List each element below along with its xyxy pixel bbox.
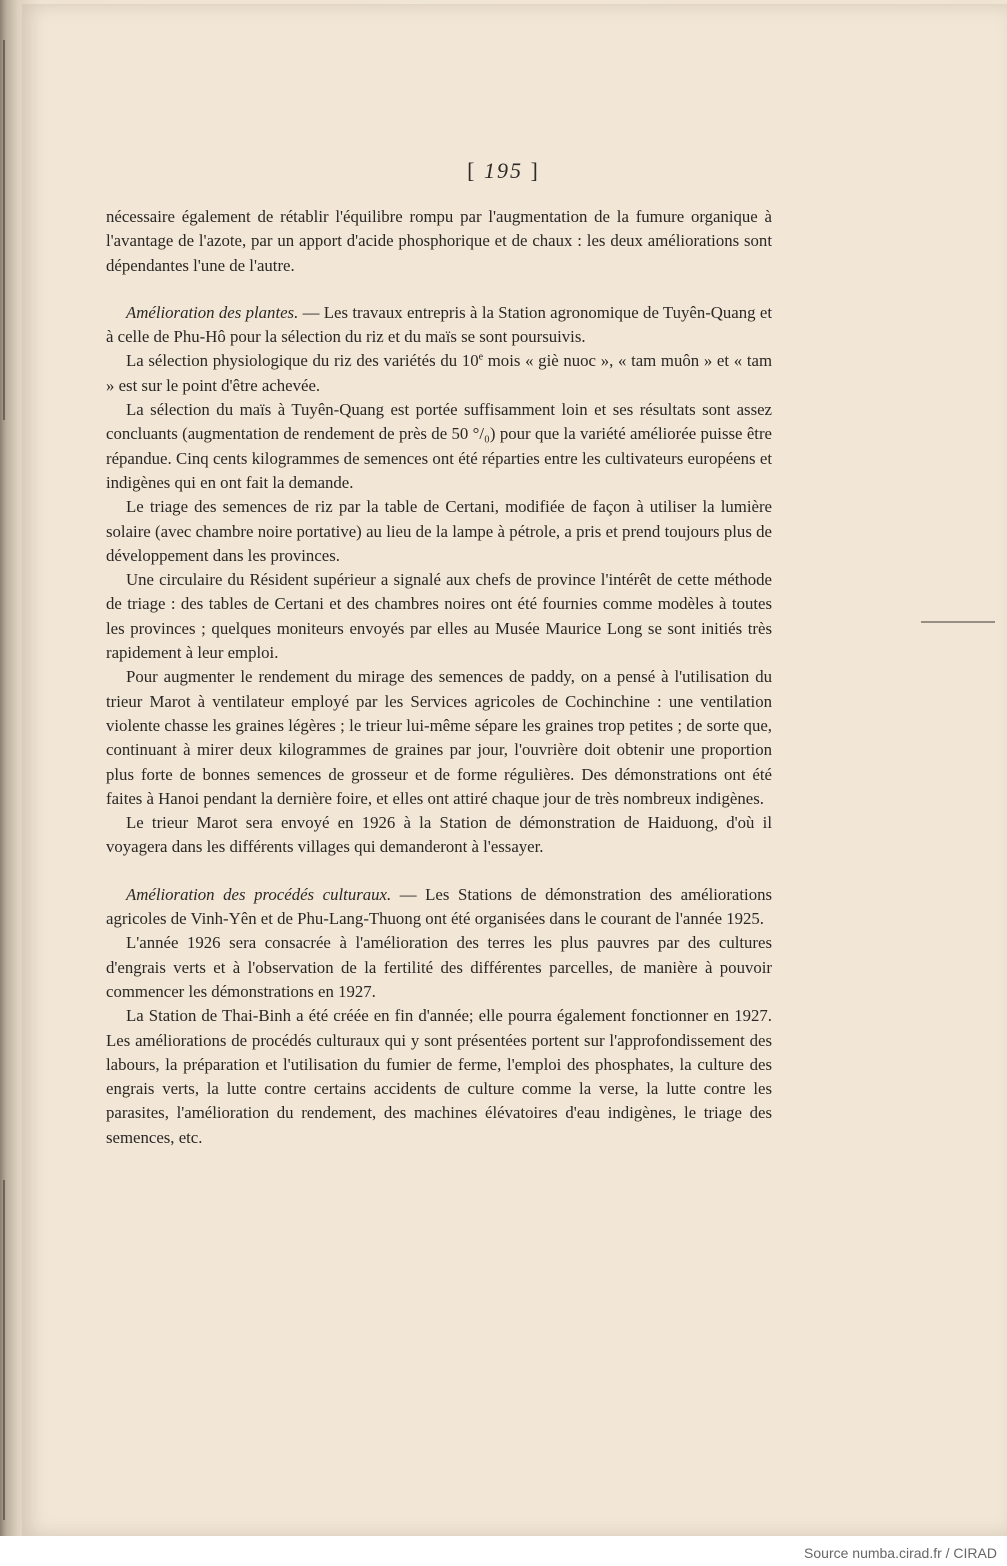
- section-gap: [106, 278, 772, 301]
- paragraph-text: La sélection physiologique du riz des variétés du 10: [126, 351, 479, 371]
- paragraph: [106, 883, 772, 932]
- paragraph: Le trieur Marot sera envoyé en 1926 à la Station de démonstration de Haiduong, d'où il voyagera dans les différents villages qui demanderont à l'essayer.: [106, 813, 772, 857]
- section-title: Amélioration des plantes.: [126, 302, 299, 322]
- paragraph: La Station de Thai-Binh a été créée en fin d'année; elle pourra également fonctionner en 1927. Les améliorations de procédés culturaux qui y sont présentées portent sur l'approfondissement des labours, la préparation et l'utilisation du fumier de ferme, l'emploi des phosphates, la culture des engrais verts, la lutte contre certains accidents de culture comme la verse, la lutte contre les parasites, l'amélioration du rendement, des machines élévatoires d'eau indigènes, le triage des semences, etc.: [106, 1006, 772, 1147]
- binding-edge-line: [3, 1180, 5, 1520]
- paragraph: L'année 1926 sera consacrée à l'amélioration des terres les plus pauvres par des cultures d'engrais verts et à l'observation de la fertilité des différentes parcelles, de manière à pouvoir commencer les démonstrations en 1927.: [106, 933, 772, 1001]
- paragraph: Le triage des semences de riz par la table de Certani, modifiée de façon à utiliser la lumière solaire (avec chambre noire portative) au lieu de la lampe à pétrole, a pris et prend toujours plus de développement dans les provinces.: [106, 497, 772, 565]
- page-number-bracket-close: ]: [530, 158, 540, 183]
- page-number-bracket-open: [: [467, 158, 477, 183]
- paragraph: [106, 301, 772, 350]
- paragraph: [106, 349, 772, 398]
- page-number: [0, 158, 1007, 184]
- margin-mark: [921, 621, 995, 623]
- page-number-value: 195: [484, 158, 523, 183]
- paragraph: La sélection du maïs à Tuyên-Quang est portée suffisamment loin et ses résultats sont assez concluants (augmentation de rendement de près de 50 °/₀) pour que la variété améliorée puisse être répandue. Cinq cents kilogrammes de semences ont été réparties entre les cultivateurs européens et indigènes qui en ont fait la demande.: [106, 400, 772, 492]
- paragraph: Pour augmenter le rendement du mirage des semences de paddy, on a pensé à l'utilisation du trieur Marot à ventilateur employé par les Services agricoles de Cochinchine : une ventilation violente chasse les graines légères ; le trieur lui-même sépare les graines trop petites ; de sorte que, continuant à mirer deux kilogrammes de graines par jour, l'ouvrière doit obtenir une proportion plus forte de bonnes semences de grosseur et de forme régulières. Des démonstrations ont été faites à Hanoi pendant la dernière foire, et elles ont attiré chaque jour de très nombreux indigènes.: [106, 667, 772, 808]
- paragraph-text: — Les travaux entrepris à la Station agronomique de Tuyên-Quang et à celle de Phu-Hô pour la sélection du riz et du maïs se sont poursuivis.: [106, 302, 772, 347]
- section-title: Amélioration des procédés culturaux.: [126, 884, 392, 904]
- paragraph-text: mois « giè nuoc », « tam muôn » et « tam » est sur le point d'être achevée.: [106, 351, 772, 395]
- paragraph-text: — Les Stations de démonstration des améliorations agricoles de Vinh-Yên et de Phu-Lang-Thuong ont été organisées dans le courant de l'année 1925.: [106, 884, 773, 929]
- body-text: [106, 205, 772, 1150]
- source-credit: Source numba.cirad.fr / CIRAD: [804, 1545, 997, 1561]
- section-gap: [106, 860, 772, 883]
- binding-edge-line: [3, 40, 5, 420]
- superscript: e: [478, 351, 484, 363]
- paragraph: nécessaire également de rétablir l'équilibre rompu par l'augmentation de la fumure organique à l'avantage de l'azote, par un apport d'acide phosphorique et de chaux : les deux améliorations sont dépendantes l'une de l'autre.: [106, 207, 772, 275]
- paragraph: Une circulaire du Résident supérieur a signalé aux chefs de province l'intérêt de cette méthode de triage : des tables de Certani et des chambres noires ont été fournies comme modèles à toutes les provinces ; quelques moniteurs envoyés par elles au Musée Maurice Long se sont initiés très rapidement à leur emploi.: [106, 570, 772, 663]
